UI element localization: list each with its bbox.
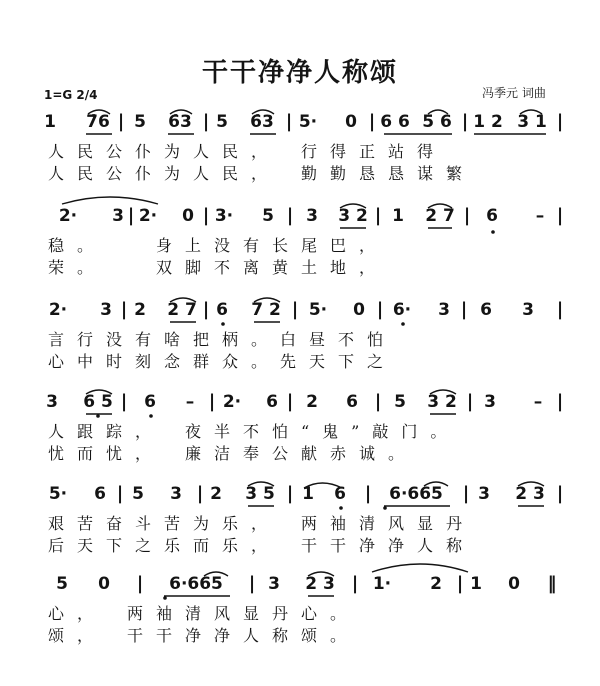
note-group: 7̇6 — [86, 112, 110, 132]
note-group: 2· — [138, 206, 158, 226]
note-group: 3 — [484, 392, 496, 412]
lyrics-verse-1: 心， 两袖清风显丹心。 — [48, 604, 360, 623]
lyrics-verse-1: 稳。 身上没有长尾巴， — [48, 236, 389, 255]
note-group: 5 — [216, 112, 228, 132]
note-group: 0 — [182, 206, 194, 226]
barline: | — [286, 391, 294, 412]
note-group: 0 — [98, 574, 110, 594]
barline: | — [460, 299, 468, 320]
barline: | — [116, 483, 124, 504]
note-group: 5 — [132, 484, 144, 504]
barline: | — [286, 205, 294, 226]
barline: | — [368, 111, 376, 132]
note-group: 2· — [58, 206, 78, 226]
barline: | — [462, 483, 470, 504]
note-group: 6 — [334, 484, 346, 504]
note-group: 2 7 — [425, 206, 455, 226]
barline: | — [364, 483, 372, 504]
note-group: 2 3 — [515, 484, 545, 504]
barline: | — [291, 299, 299, 320]
barline: | — [456, 573, 464, 594]
lyrics-verse-1: 言行没有啥把柄。白昼不怕 — [48, 330, 397, 349]
barline: | — [286, 483, 294, 504]
barline: | — [202, 205, 210, 226]
barline: | — [120, 299, 128, 320]
note-group: 5 — [262, 206, 274, 226]
song-title: 干干净净人称颂 — [201, 58, 398, 88]
barline: | — [556, 391, 564, 412]
note-group: 6 — [94, 484, 106, 504]
note-group: 5· — [298, 112, 318, 132]
lyrics-verse-2: 后天下之乐而乐， 干干净净人称 — [48, 536, 476, 555]
note-group: 3 1 — [517, 112, 547, 132]
note-group: 1 — [302, 484, 314, 504]
lyrics-verse-2: 颂， 干干净净人称颂。 — [48, 626, 360, 645]
note-group: 3 5 — [245, 484, 275, 504]
note-group: 6̇3 — [250, 112, 274, 132]
note-group: 6 — [144, 392, 156, 412]
note-group: – — [535, 206, 545, 226]
note-group: 2 — [134, 300, 146, 320]
barline: | — [463, 205, 471, 226]
note-group: 7 2 — [251, 300, 281, 320]
notation-row — [0, 392, 600, 416]
barline: | — [208, 391, 216, 412]
note-group: 0 — [353, 300, 365, 320]
lyrics-verse-2: 忧而忧， 廉洁奉公献赤诚。 — [48, 444, 418, 463]
barline: | — [127, 205, 135, 226]
key-signature: 1=G 2/4 — [44, 88, 98, 102]
note-group: 2 — [430, 574, 442, 594]
note-group: 5· — [308, 300, 328, 320]
note-group: 6·665 — [169, 574, 223, 594]
note-group: 6 5 — [83, 392, 113, 412]
note-group: 6̇3 — [168, 112, 192, 132]
barline: | — [556, 483, 564, 504]
barline: | — [461, 111, 469, 132]
octave-dot — [491, 230, 495, 234]
lyrics-verse-2: 人民公仆为人民， 勤勤恳恳谋繁 — [48, 164, 476, 183]
barline: | — [351, 573, 359, 594]
notation-row — [0, 112, 600, 136]
barline: | — [136, 573, 144, 594]
note-group: 3 — [522, 300, 534, 320]
note-group: 5· — [48, 484, 68, 504]
lyrics-verse-1: 人跟踪， 夜半不怕“鬼”敲门。 — [48, 422, 460, 441]
barline: | — [556, 111, 564, 132]
note-group: 3 — [100, 300, 112, 320]
note-group: 3 — [438, 300, 450, 320]
note-group: 6· — [392, 300, 412, 320]
barline: | — [556, 299, 564, 320]
barline: | — [202, 111, 210, 132]
barline: | — [376, 299, 384, 320]
note-group: 3 2 — [338, 206, 368, 226]
note-group: 2 7 — [167, 300, 197, 320]
barline: | — [374, 391, 382, 412]
note-group: 0 — [508, 574, 520, 594]
note-group: 2 — [306, 392, 318, 412]
note-group: 3 — [46, 392, 58, 412]
note-group: 5 — [134, 112, 146, 132]
note-group: 0 — [345, 112, 357, 132]
note-group: 6 6 — [380, 112, 410, 132]
note-group: 1 — [392, 206, 404, 226]
slur — [62, 197, 158, 204]
note-group: 6 — [216, 300, 228, 320]
note-group: 3 — [112, 206, 124, 226]
note-group: 5 6 — [422, 112, 452, 132]
lyrics-verse-2: 心中时刻念群众。先天下之 — [48, 352, 397, 371]
note-group: 2 3 — [305, 574, 335, 594]
note-group: 6 — [346, 392, 358, 412]
note-group: 2· — [222, 392, 242, 412]
barline: | — [120, 391, 128, 412]
note-group: 5 — [394, 392, 406, 412]
barline: | — [466, 391, 474, 412]
note-group: 6 — [266, 392, 278, 412]
note-group: 3 — [306, 206, 318, 226]
notation-row — [0, 574, 600, 598]
barline: | — [285, 111, 293, 132]
note-group: 6 — [486, 206, 498, 226]
lyrics-verse-2: 荣。 双脚不离黄土地， — [48, 258, 389, 277]
lyrics-verse-1: 艰苦奋斗苦为乐， 两袖清风显丹 — [48, 514, 476, 533]
barline: | — [196, 483, 204, 504]
notation-row — [0, 206, 600, 230]
note-group: 3 — [478, 484, 490, 504]
barline: | — [202, 299, 210, 320]
note-group: 2· — [48, 300, 68, 320]
note-group: – — [185, 392, 195, 412]
note-group: 1 — [44, 112, 56, 132]
note-group: 5 — [56, 574, 68, 594]
note-group: 6 — [480, 300, 492, 320]
barline: ‖ — [547, 573, 557, 594]
lyrics-verse-1: 人民公仆为人民， 行得正站得 — [48, 142, 447, 161]
barline: | — [374, 205, 382, 226]
note-group: 1 2 — [473, 112, 503, 132]
note-group: 6·665 — [389, 484, 443, 504]
barline: | — [248, 573, 256, 594]
barline: | — [556, 205, 564, 226]
note-group: 1· — [372, 574, 392, 594]
notation-row — [0, 484, 600, 508]
note-group: 3 — [268, 574, 280, 594]
note-group: 1 — [470, 574, 482, 594]
note-group: 2 — [210, 484, 222, 504]
composer-credit: 冯季元 词曲 — [482, 86, 546, 100]
notation-row — [0, 300, 600, 324]
note-group: 3· — [214, 206, 234, 226]
barline: | — [117, 111, 125, 132]
slur — [372, 564, 468, 572]
note-group: 3 — [170, 484, 182, 504]
note-group: – — [533, 392, 543, 412]
note-group: 3 2 — [427, 392, 457, 412]
